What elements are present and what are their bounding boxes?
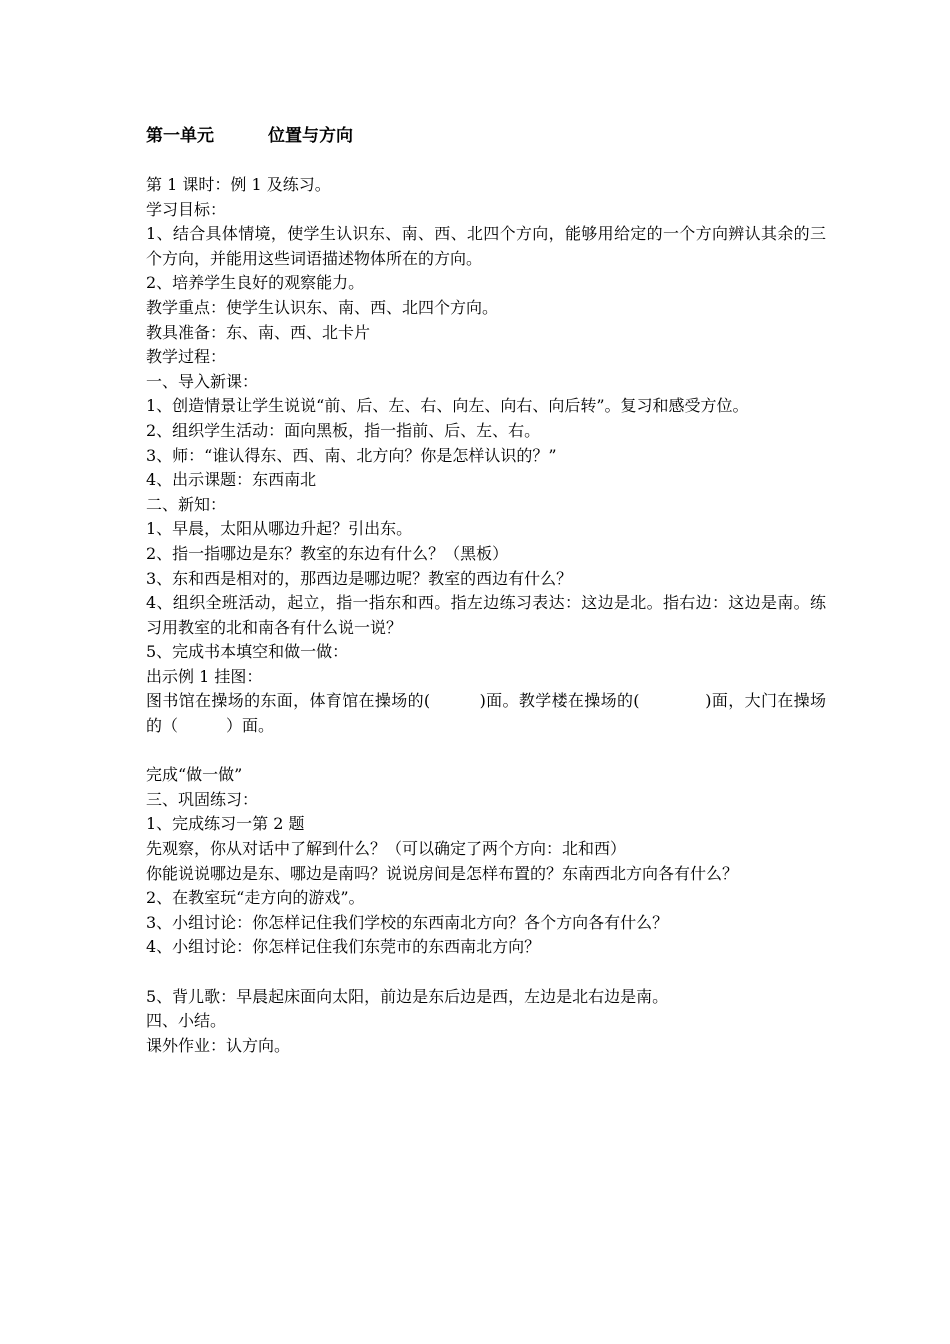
do-it-exercise: 完成“做一做” — [146, 765, 243, 785]
section-intro-heading: 一、导入新课： — [146, 371, 259, 391]
intro-step-3: 3、师：“谁认得东、西、南、北方向？你是怎样认识的？” — [146, 445, 557, 465]
spacer — [146, 739, 826, 764]
objective-1: 1、结合具体情境，使学生认识东、南、西、北四个方向，能够用给定的一个方向辨认其余的三个方向，并能用这些词语描述物体所在的方向。 — [146, 224, 826, 268]
new-step-5: 5、完成书本填空和做一做： — [146, 642, 349, 662]
new-step-1: 1、早晨，太阳从哪边升起？引出东。 — [146, 519, 413, 539]
objectives-heading: 学习目标： — [146, 199, 227, 219]
spacer — [146, 960, 826, 985]
example-chart-intro: 出示例 1 挂图： — [146, 666, 263, 686]
new-step-4: 4、组织全班活动，起立，指一指东和西。指左边练习表达：这边是北。指右边：这边是南。练习用教室的北和南各有什么说一说？ — [146, 593, 826, 637]
section-summary-heading: 四、小结。 — [146, 1011, 227, 1031]
document-page — [146, 122, 826, 1058]
new-step-3: 3、东和西是相对的，那西边是哪边呢？教室的西边有什么？ — [146, 568, 573, 588]
practice-step-3: 3、小组讨论：你怎样记住我们学校的东西南北方向？各个方向各有什么？ — [146, 912, 669, 932]
intro-step-2: 2、组织学生活动：面向黑板，指一指前、后、左、右。 — [146, 420, 541, 440]
practice-step-5: 5、背儿歌：早晨起床面向太阳，前边是东后边是西，左边是北右边是南。 — [146, 986, 669, 1006]
intro-step-1: 1、创造情景让学生说说“前、后、左、右、向左、向右、向后转”。复习和感受方位。 — [146, 396, 749, 416]
topic-title: 位置与方向 — [268, 126, 353, 146]
materials: 教具准备：东、南、西、北卡片 — [146, 322, 371, 342]
practice-step-1: 1、完成练习一第 2 题 — [146, 814, 305, 834]
unit-title: 第一单元 — [146, 126, 214, 146]
process-heading: 教学过程： — [146, 347, 227, 367]
practice-observe: 先观察，你从对话中了解到什么？（可以确定了两个方向：北和西） — [146, 839, 627, 859]
section-practice-heading: 三、巩固练习： — [146, 789, 259, 809]
objective-2: 2、培养学生良好的观察能力。 — [146, 273, 365, 293]
key-point: 教学重点：使学生认识东、南、西、北四个方向。 — [146, 297, 499, 317]
lesson-period: 第 1 课时：例 1 及练习。 — [146, 175, 331, 194]
fill-in-blanks: 图书馆在操场的东面，体育馆在操场的( )面。教学楼在操场的( )面，大门在操场的（ ）面。 — [146, 691, 826, 736]
practice-question: 你能说说哪边是东、哪边是南吗？说说房间是怎样布置的？东南西北方向各有什么？ — [146, 863, 739, 883]
section-new-heading: 二、新知： — [146, 494, 227, 514]
practice-step-4: 4、小组讨论：你怎样记住我们东莞市的东西南北方向？ — [146, 937, 541, 957]
practice-step-2: 2、在教室玩“走方向的游戏”。 — [146, 888, 365, 908]
new-step-2: 2、指一指哪边是东？教室的东边有什么？（黑板） — [146, 543, 509, 563]
document-title — [146, 122, 826, 150]
homework: 课外作业：认方向。 — [146, 1035, 291, 1055]
intro-step-4: 4、出示课题：东西南北 — [146, 470, 317, 490]
